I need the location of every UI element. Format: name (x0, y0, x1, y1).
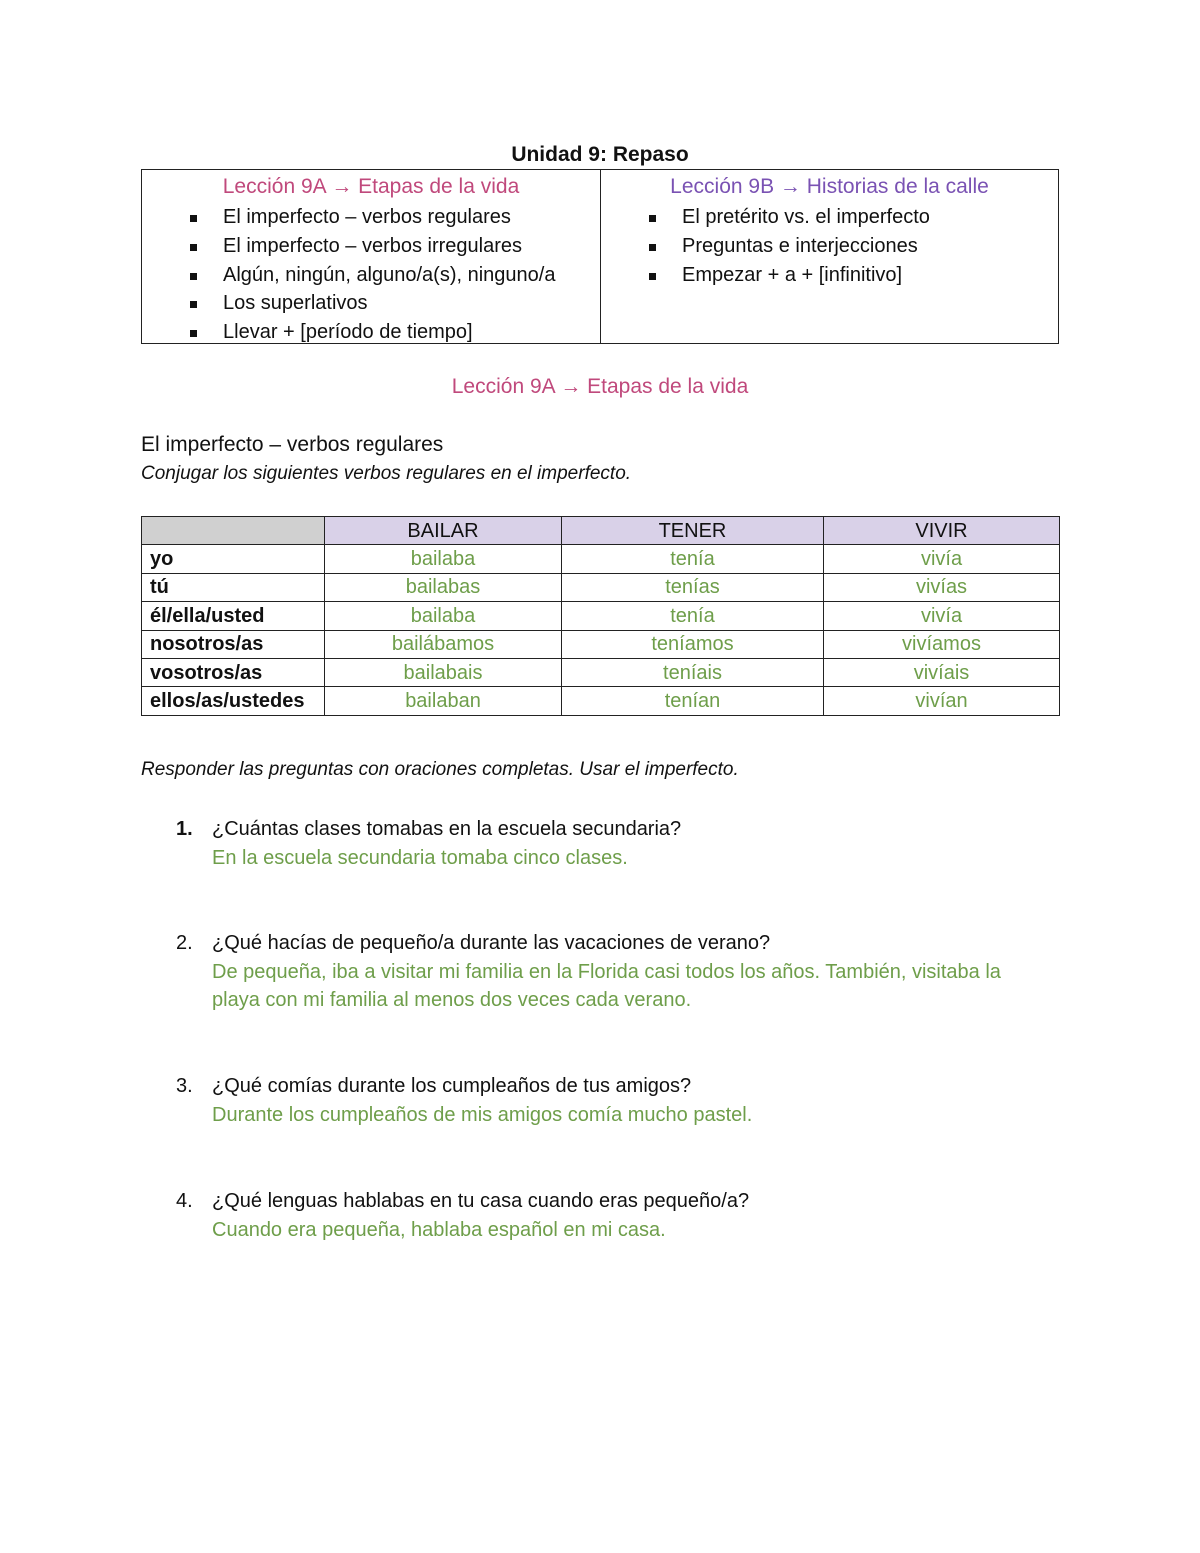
conjugation-cell: vivíamos (824, 630, 1060, 658)
list-item: El imperfecto – verbos irregulares (142, 232, 600, 261)
header-cell: VIVIR (824, 517, 1060, 545)
conjugation-instruction: Conjugar los siguientes verbos regulares en el imperfecto. (141, 463, 632, 484)
list-item: El imperfecto – verbos regulares (142, 203, 600, 232)
list-item: Preguntas e interjecciones (601, 232, 1058, 261)
question-number: 1. (176, 818, 193, 840)
pronoun-cell: él/ella/usted (142, 602, 325, 630)
list-item: Algún, ningún, alguno/a(s), ninguno/a (142, 261, 600, 290)
question-text: ¿Qué comías durante los cumpleaños de tus amigos? (212, 1075, 692, 1097)
conjugation-cell: tenía (562, 545, 824, 573)
conjugation-cell: bailaba (325, 602, 562, 630)
questions-instruction: Responder las preguntas con oraciones completas. Usar el imperfecto. (141, 759, 739, 780)
list-item: El pretérito vs. el imperfecto (601, 203, 1058, 232)
conjugation-cell: bailabas (325, 573, 562, 601)
conjugation-cell: bailabais (325, 658, 562, 686)
question-number: 4. (176, 1190, 193, 1212)
conjugation-cell: tenía (562, 602, 824, 630)
header-cell: TENER (562, 517, 824, 545)
question-number: 2. (176, 932, 193, 954)
pronoun-cell: ellos/as/ustedes (142, 687, 325, 715)
section-heading: Lección 9A → Etapas de la vida (451, 375, 749, 398)
overview-heading-9b: Lección 9B → Historias de la calle (670, 175, 989, 198)
answer-line: Cuando era pequeña, hablaba español en mi casa. (212, 1219, 666, 1241)
question-text: ¿Cuántas clases tomabas en la escuela secundaria? (212, 818, 682, 840)
question-text: ¿Qué hacías de pequeño/a durante las vacaciones de verano? (212, 932, 771, 954)
list-item: Llevar + [período de tiempo] (142, 318, 600, 347)
conjugation-cell: vivía (824, 602, 1060, 630)
conjugation-cell: teníamos (562, 630, 824, 658)
question-text: ¿Qué lenguas hablabas en tu casa cuando eras pequeño/a? (212, 1190, 750, 1212)
conjugation-cell: bailábamos (325, 630, 562, 658)
conjugation-cell: tenían (562, 687, 824, 715)
answer-line: En la escuela secundaria tomaba cinco clases. (212, 847, 628, 869)
topic-heading: El imperfecto – verbos regulares (141, 433, 444, 456)
overview-heading-9a: Lección 9A → Etapas de la vida (222, 175, 520, 198)
question-number: 3. (176, 1075, 193, 1097)
conjugation-cell: vivíais (824, 658, 1060, 686)
conjugation-cell: teníais (562, 658, 824, 686)
conjugation-cell: vivían (824, 687, 1060, 715)
conjugation-cell: vivías (824, 573, 1060, 601)
pronoun-cell: nosotros/as (142, 630, 325, 658)
answer-line: De pequeña, iba a visitar mi familia en la Florida casi todos los años. También, visitaba la (212, 961, 1001, 983)
list-item: Empezar + a + [infinitivo] (601, 261, 1058, 290)
conjugation-cell: bailaba (325, 545, 562, 573)
pronoun-cell: yo (142, 545, 325, 573)
list-item: Los superlativos (142, 289, 600, 318)
conjugation-cell: bailaban (325, 687, 562, 715)
pronoun-cell: vosotros/as (142, 658, 325, 686)
page-title: Unidad 9: Repaso (511, 143, 689, 166)
answer-line: Durante los cumpleaños de mis amigos comía mucho pastel. (212, 1104, 753, 1126)
pronoun-cell: tú (142, 573, 325, 601)
conjugation-cell: vivía (824, 545, 1060, 573)
answer-line: playa con mi familia al menos dos veces cada verano. (212, 989, 692, 1011)
conjugation-cell: tenías (562, 573, 824, 601)
header-cell: BAILAR (325, 517, 562, 545)
